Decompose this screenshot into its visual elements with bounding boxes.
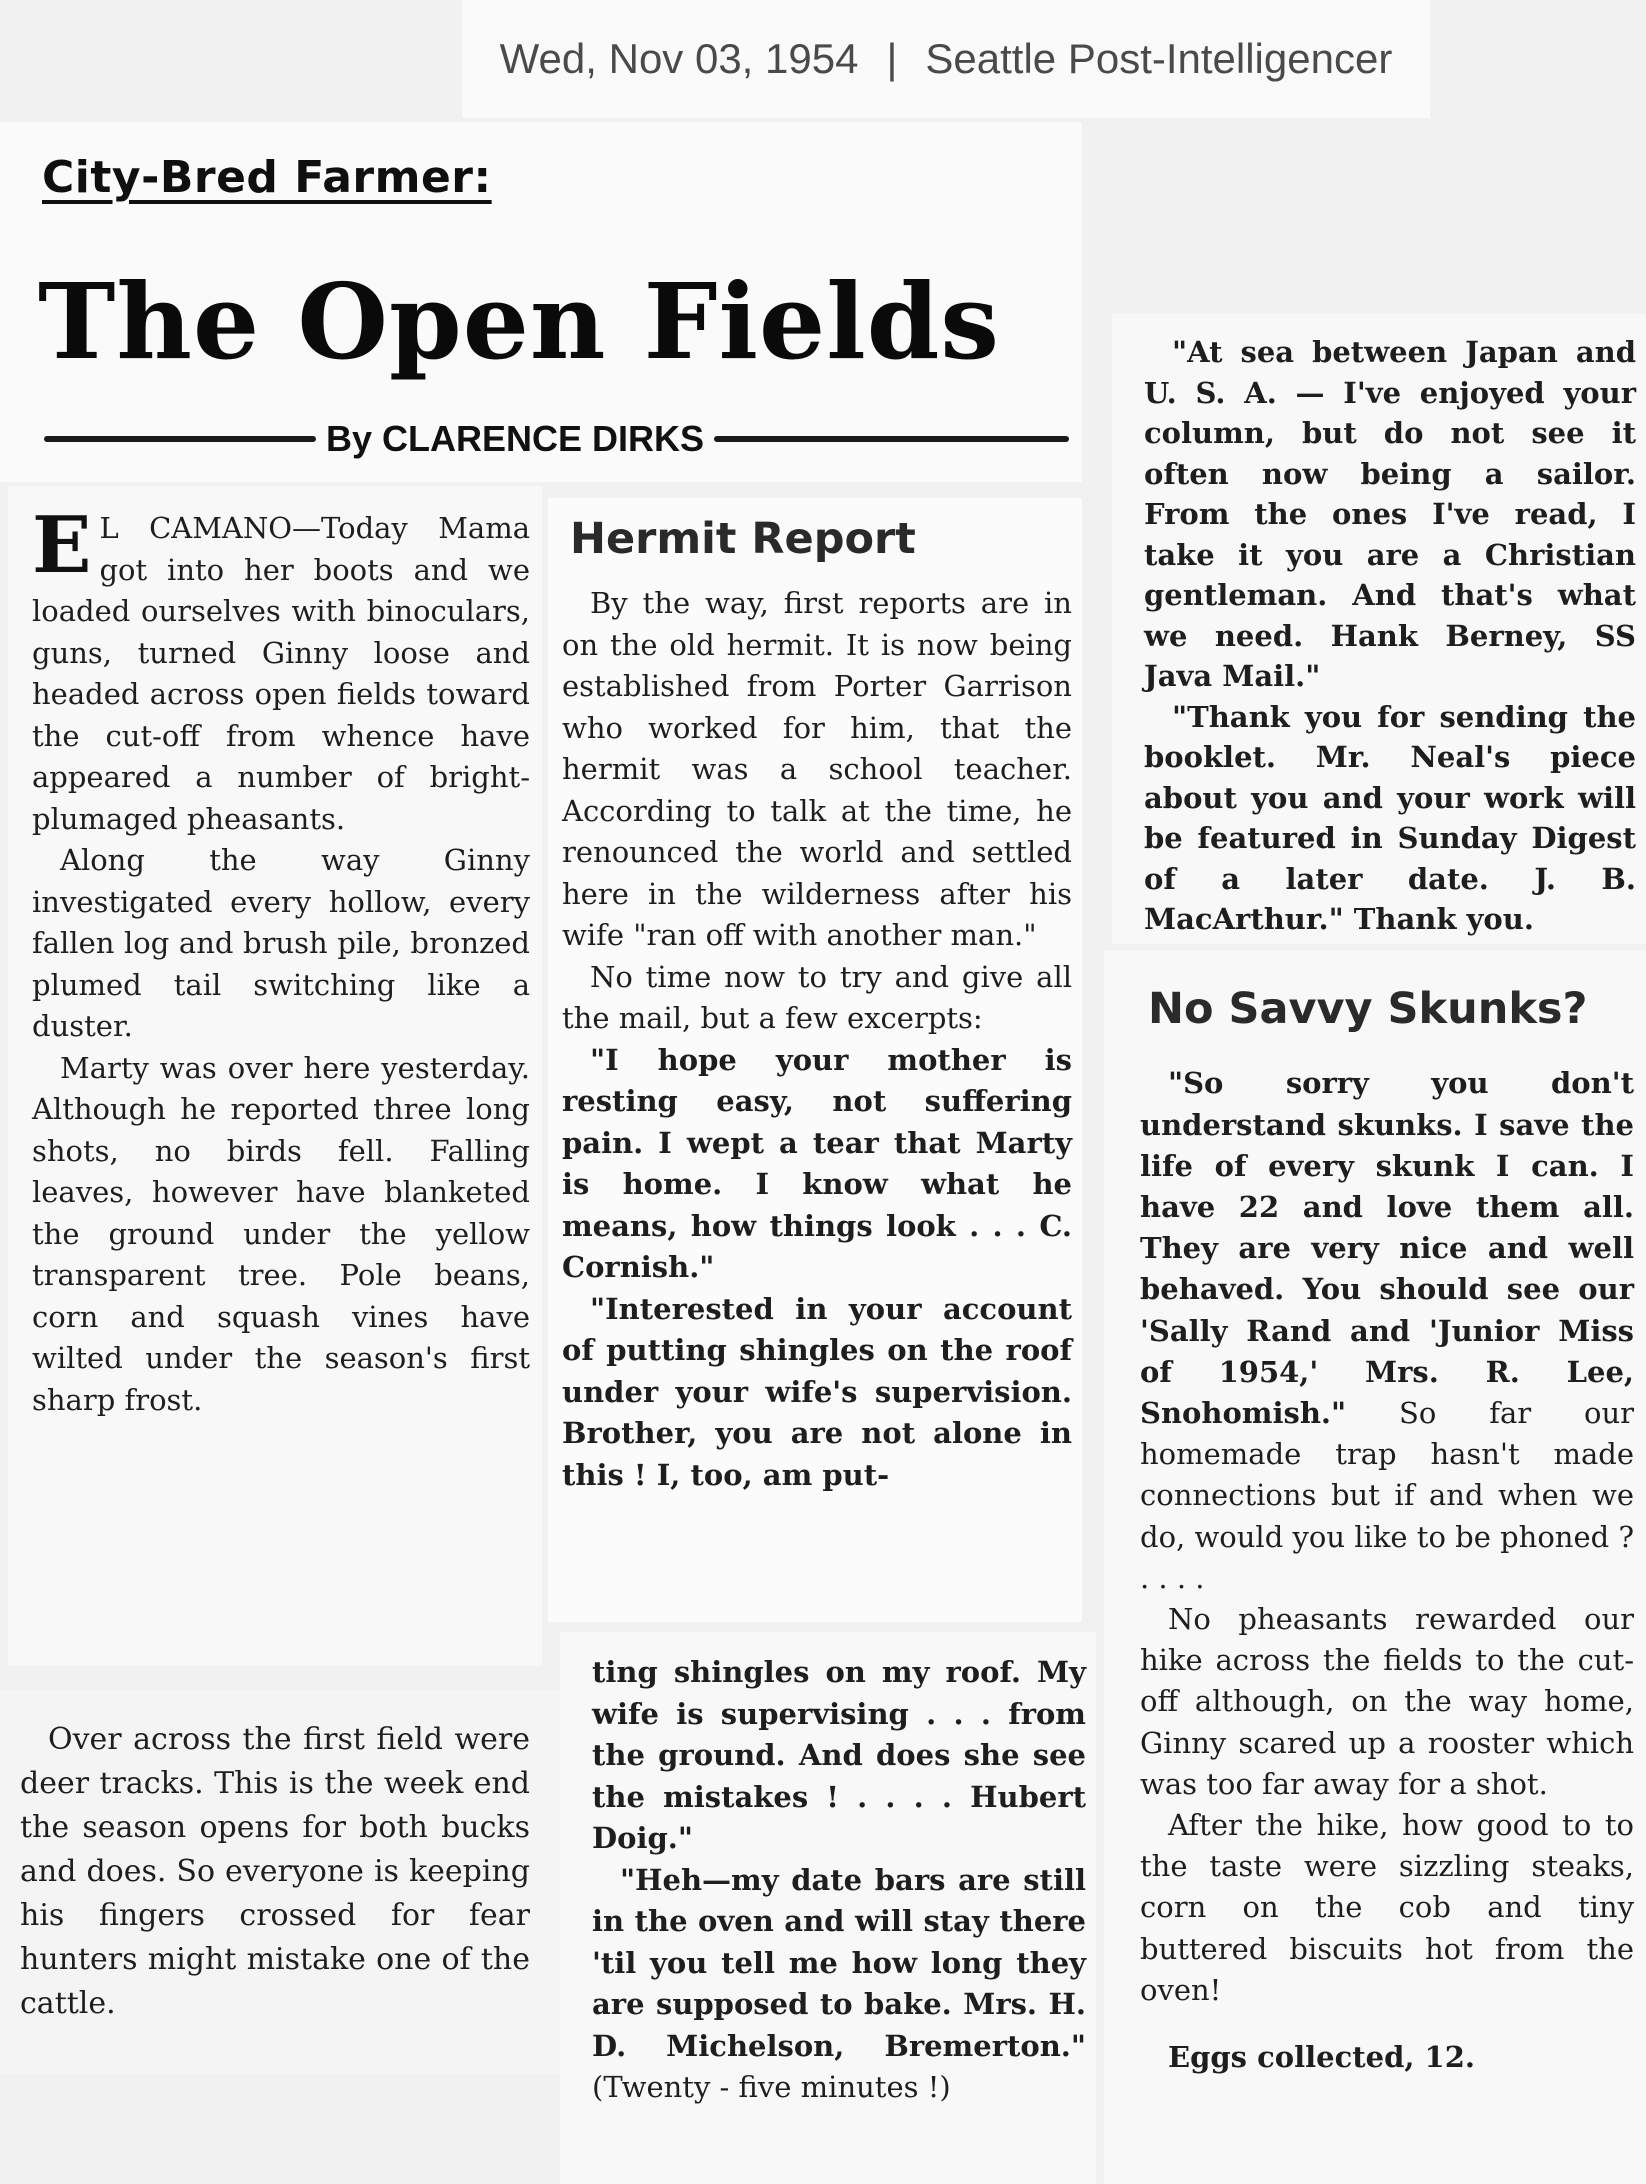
col2b-letter-2: "Heh—my date bars are still in the oven and will stay there 'til you tell me how long they are supposed to bake. Mrs. H. D. Michelson, Bremerton." (Twenty - five minutes !) bbox=[592, 1862, 1086, 2104]
byline-row bbox=[44, 418, 1069, 460]
no-savvy-skunks-subhead: No Savvy Skunks? bbox=[1148, 984, 1588, 1034]
col2-paragraph-2: No time now to try and give all the mail, but a few excerpts: bbox=[562, 959, 1072, 1036]
column-1-continued bbox=[0, 1690, 560, 2074]
col2b-letter-continued: ting shingles on my roof. My wife is supervising . . . from the ground. And does she see the mistakes ! . . . . Hubert Doig." bbox=[592, 1655, 1086, 1855]
col3-letter-1: "At sea between Japan and U. S. A. — I've enjoyed your column, but do not see it often now being a sailor. From the ones I've read, I take it you are a Christian gentleman. And that's what we need. Hank Berney, SS Java Mail." bbox=[1144, 335, 1636, 693]
column-2 bbox=[548, 498, 1082, 1622]
col2-paragraph-1: By the way, first reports are in on the old hermit. It is now being established from Porter Garrison who worked for him, that the hermit was a school teacher. According to talk at the time, he renounced the world and settled here in the wilderness after his wife "ran off with another man." bbox=[562, 586, 1072, 953]
hermit-report-subhead: Hermit Report bbox=[570, 514, 916, 564]
article-kicker: City-Bred Farmer: bbox=[42, 152, 492, 203]
col3b-letter-1: "So sorry you don't understand skunks. I save the life of every skunk I can. I have 22 and love them all. They are very nice and well behaved. You should see our 'Sally Rand and 'Junior Miss of 1954,' Mrs. R. Lee, Snohomish." So far our homemade trap hasn't made connections but if and when we do, would you like to be phoned ? . . . . bbox=[1140, 1066, 1634, 1595]
col3-letter-2: "Thank you for sending the booklet. Mr. Neal's piece about you and your work will be featured in Sunday Digest of a later date. J. B. MacArthur." Thank you. bbox=[1144, 699, 1636, 936]
col1-paragraph-1: E L CAMANO—Today Mama got into her boots and we loaded ourselves with binoculars, guns, turned Ginny loose and headed across open fields toward the cut-off from whence have appeared a number of bright-plumaged pheasants. bbox=[32, 500, 530, 836]
byline-rule-left bbox=[44, 436, 316, 442]
publication-name: Seattle Post-Intelligencer bbox=[925, 35, 1393, 82]
title-clipping bbox=[0, 122, 1082, 482]
clipping-header bbox=[462, 0, 1430, 118]
publication-date: Wed, Nov 03, 1954 bbox=[499, 35, 859, 82]
column-1 bbox=[8, 486, 542, 1666]
drop-cap: E bbox=[32, 500, 92, 591]
col1b-paragraph-1: Over across the first field were deer tracks. This is the week end the season opens for both bucks and does. So everyone is keeping his fingers crossed for fear hunters might mistake one of the cattle. bbox=[20, 1722, 530, 2021]
article-headline: The Open Fields bbox=[38, 260, 1000, 383]
col1-paragraph-3: Marty was over here yesterday. Although he reported three long shots, no birds fell. Falling leaves, however have blanketed the ground under the yellow transparent tree. Pole beans, corn and squash vines have wilted under the season's first sharp frost. bbox=[32, 1050, 530, 1417]
col3b-paragraph-1: No pheasants rewarded our hike across the fields to the cut-off although, on the way home, Ginny scared up a rooster which was too far away for a shot. bbox=[1140, 1601, 1634, 1801]
byline-rule-right bbox=[714, 436, 1069, 442]
column-2-continued bbox=[560, 1632, 1096, 2184]
col3b-paragraph-2: After the hike, how good to to the taste were sizzling steaks, corn on the cob and tiny buttered biscuits hot from the oven! bbox=[1140, 1807, 1634, 2007]
col2-letter-2: "Interested in your account of putting shingles on the roof under your wife's supervision. Brother, you are not alone in this ! I, too, am put- bbox=[562, 1291, 1072, 1492]
col2-letter-1: "I hope your mother is resting easy, not suffering pain. I wept a tear that Marty is home. I know what he means, how things look . . . C. Cornish." bbox=[562, 1042, 1072, 1285]
header-separator: | bbox=[886, 35, 898, 82]
column-3 bbox=[1112, 314, 1646, 944]
col1-paragraph-2: Along the way Ginny investigated every hollow, every fallen log and brush pile, bronzed plumed tail switching like a duster. bbox=[32, 843, 530, 1043]
eggs-collected-closing: Eggs collected, 12. bbox=[1168, 2039, 1475, 2074]
column-3-continued bbox=[1104, 950, 1646, 2184]
article-byline: By CLARENCE DIRKS bbox=[326, 418, 705, 459]
